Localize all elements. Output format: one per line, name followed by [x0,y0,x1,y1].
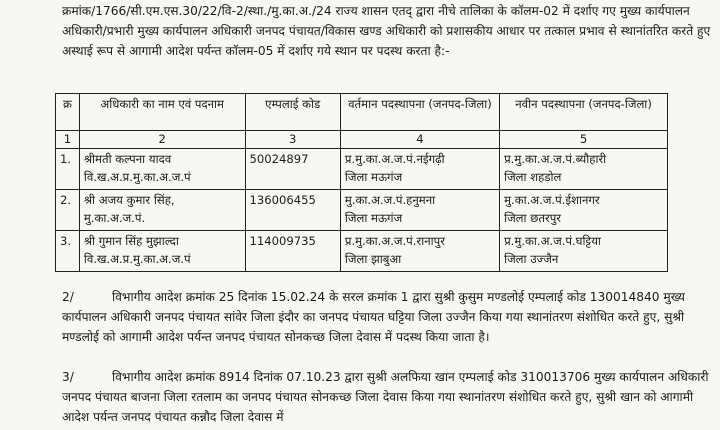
paragraph-text: विभागीय आदेश क्रमांक 8914 दिनांक 07.10.23 द्वारा सुश्री अलफिया खान एम्पलाई कोड 310013706 मुख्य कार्यपालन अधिकारी जनपद पंचायत बाजना जिला रतलाम का जनपद पंचायत सोनकच्छ जिला देवास किया गया स्थानांतरण संशोधित करते हुए, सुश्री खान को आगामी आदेश पर्यन्त जनपद पंचायत कन्नौद जिला देवास में [62,370,709,424]
row-sr: 1. [56,149,80,190]
row-officer [79,190,245,231]
column-number: 1 [56,131,80,149]
officer-designation: मु.का.अ.ज.पं. [83,211,146,225]
paragraph-3 [62,368,714,427]
header-code: एम्पलाई कोड [245,94,340,131]
employee-code: 114009735 [245,231,340,272]
table-header-row [56,94,668,131]
column-number: 2 [79,131,245,149]
new-posting-office: प्र.मु.का.अ.ज.पं.ब्यौहारी [504,152,607,166]
header-sr: क्र [56,94,80,131]
header-name: अधिकारी का नाम एवं पदनाम [79,94,245,131]
officer-name: श्री गुमान सिंह मुझाल्दा [83,234,179,248]
new-posting-office: मु.का.अ.ज.पं.ईशानगर [504,193,600,207]
employee-code: 136006455 [245,190,340,231]
header-current: वर्तमान पदस्थापना (जनपद-जिला) [340,94,499,131]
officer-designation: वि.ख.अ.प्र.मु.का.अ.ज.पं [83,252,191,266]
row-sr: 3. [56,231,80,272]
transfer-table [55,93,668,272]
current-posting-office: मु.का.अ.ज.पं.हनुमना [344,193,436,207]
column-number: 4 [340,131,499,149]
current-posting-district: जिला मऊगंज [344,211,403,225]
current-posting-office: प्र.मु.का.अ.ज.पं.रानापुर [344,234,445,248]
row-officer [79,149,245,190]
row-officer [79,231,245,272]
table-row [56,231,668,272]
paragraph-number: 2/ [62,290,74,304]
new-posting [500,149,668,190]
employee-code: 50024897 [245,149,340,190]
new-posting [500,190,668,231]
intro-paragraph: क्रमांक/1766/सी.एम.एस.30/22/वि-2/स्था./मु.का.अ./24 राज्य शासन एतद् द्वारा नीचे तालिका के कॉलम-02 में दर्शाए गए मुख्य कार्यपालन अधिकारी/प्रभारी मुख्य कार्यपालन अधिकारी जनपद पंचायत/विकास खण्ड अधिकारी को प्रशासकीय आधार पर तत्काल प्रभाव से स्थानांतरित करते हुए अस्थाई रूप से आगामी आदेश पर्यन्त कॉलम-05 में दर्शाए गये स्थान पर पदस्थ करता है:- [62,4,711,58]
column-number-row [56,131,668,149]
current-posting [340,231,499,272]
current-posting-district: जिला मऊगंज [344,170,403,184]
new-posting-district: जिला शहडोल [504,170,562,184]
new-posting-office: प्र.मु.का.अ.ज.पं.घट्टिया [504,234,601,248]
header-new: नवीन पदस्थापना (जनपद-जिला) [500,94,668,131]
column-number: 3 [245,131,340,149]
paragraph-number: 3/ [62,370,74,384]
current-posting [340,190,499,231]
current-posting-district: जिला झाबुआ [344,252,402,266]
officer-name: श्री अजय कुमार सिंह, [83,193,175,207]
new-posting [500,231,668,272]
paragraph-2 [62,288,714,347]
column-number: 5 [500,131,668,149]
new-posting-district: जिला छतरपुर [504,211,562,225]
officer-designation: वि.ख.अ.प्र.मु.का.अ.ज.पं [83,170,191,184]
paragraph-text: विभागीय आदेश क्रमांक 25 दिनांक 15.02.24 के सरल क्रमांक 1 द्वारा सुश्री कुसुम मण्डलोई एम्पलाई कोड 130014840 मुख्य कार्यपालन अधिकारी जनपद पंचायत सांवेर जिला इंदौर का जनपद पंचायत घट्टिया जिला उज्जैन किया गया स्थानांतरण संशोधित करते हुए, सुश्री मण्डलोई को आगामी आदेश पर्यन्त जनपद पंचायत सोनकच्छ जिला देवास में पदस्थ किया जाता है। [62,290,685,344]
current-posting-office: प्र.मु.का.अ.ज.पं.नईगढ़ी [344,152,445,166]
current-posting [340,149,499,190]
table-row [56,190,668,231]
row-sr: 2. [56,190,80,231]
officer-name: श्रीमती कल्पना यादव [83,152,172,166]
new-posting-district: जिला उज्जैन [504,252,559,266]
table-row [56,149,668,190]
